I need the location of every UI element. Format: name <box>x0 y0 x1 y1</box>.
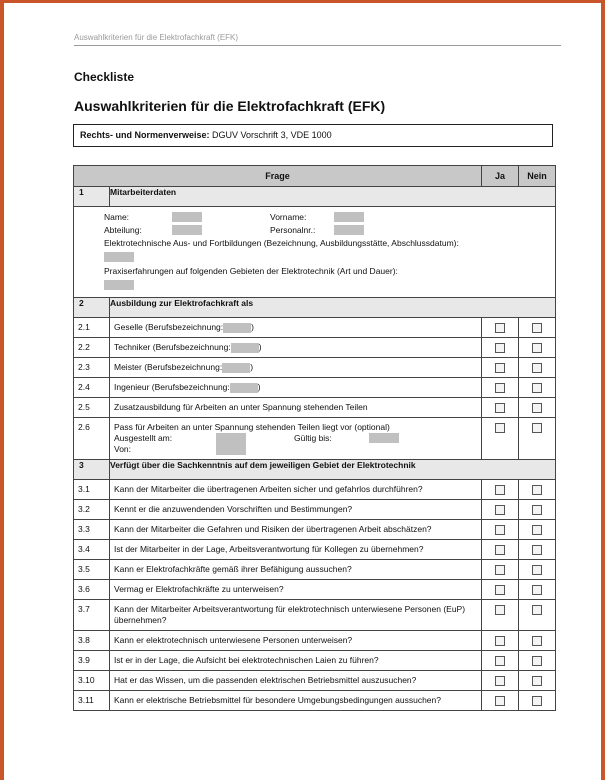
item-number: 2.6 <box>74 418 110 460</box>
section-number: 1 <box>74 187 110 207</box>
ja-checkbox[interactable] <box>495 565 505 575</box>
item-number: 3.9 <box>74 651 110 671</box>
personalnr-label: Personalnr.: <box>270 225 316 235</box>
document-type: Checkliste <box>74 70 135 84</box>
nein-checkbox[interactable] <box>532 676 542 686</box>
ja-cell <box>482 398 519 418</box>
item-close: ) <box>258 342 262 352</box>
nein-cell <box>519 378 556 398</box>
ja-checkbox[interactable] <box>495 525 505 535</box>
ja-cell <box>482 358 519 378</box>
table-row <box>74 631 556 651</box>
table-row <box>74 418 556 460</box>
berufsbezeichnung-field[interactable] <box>231 343 259 353</box>
nein-checkbox[interactable] <box>532 323 542 333</box>
table-row <box>74 480 556 500</box>
item-text <box>110 378 482 398</box>
nein-cell <box>519 318 556 338</box>
ja-checkbox[interactable] <box>495 423 505 433</box>
section-number: 2 <box>74 298 110 318</box>
item-close: ) <box>250 362 254 372</box>
ja-checkbox[interactable] <box>495 505 505 515</box>
table-row <box>74 540 556 560</box>
nein-checkbox[interactable] <box>532 423 542 433</box>
section-header <box>74 187 556 207</box>
nein-cell <box>519 540 556 560</box>
ja-cell <box>482 671 519 691</box>
name-field[interactable] <box>172 212 202 222</box>
personalnr-field[interactable] <box>334 225 364 235</box>
item-close: ) <box>257 382 261 392</box>
item-number: 3.11 <box>74 691 110 711</box>
item-text: Kann er elektrische Betriebsmittel für besondere Umgebungsbedingungen aussuchen? <box>110 691 482 711</box>
nein-cell <box>519 580 556 600</box>
vorname-label: Vorname: <box>270 212 307 222</box>
item-label: Geselle (Berufsbezeichnung: <box>114 322 224 332</box>
item-label: Meister (Berufsbezeichnung: <box>114 362 223 372</box>
table-row <box>74 500 556 520</box>
item-text: Kennt er die anzuwendenden Vorschriften und Bestimmungen? <box>110 500 482 520</box>
item-text <box>110 318 482 338</box>
ja-cell <box>482 691 519 711</box>
ja-checkbox[interactable] <box>495 403 505 413</box>
ja-checkbox[interactable] <box>495 383 505 393</box>
ja-cell <box>482 500 519 520</box>
table-row <box>74 580 556 600</box>
item-number: 3.2 <box>74 500 110 520</box>
ja-checkbox[interactable] <box>495 636 505 646</box>
item-text: Hat er das Wissen, um die passenden elektrischen Betriebsmittel auszusuchen? <box>110 671 482 691</box>
column-header-nein: Nein <box>519 166 556 187</box>
item-text: Kann der Mitarbeiter die übertragenen Arbeiten sicher und gefahrlos durchführen? <box>110 480 482 500</box>
nein-checkbox[interactable] <box>532 545 542 555</box>
checklist-table <box>73 165 556 711</box>
ja-cell <box>482 560 519 580</box>
ja-checkbox[interactable] <box>495 585 505 595</box>
ja-cell <box>482 600 519 631</box>
vorname-field[interactable] <box>334 212 364 222</box>
item-text: Kann der Mitarbeiter die Gefahren und Risiken der übertragenen Arbeit abschätzen? <box>110 520 482 540</box>
section-title: Mitarbeiterdaten <box>110 187 556 207</box>
abteilung-field[interactable] <box>172 225 202 235</box>
nein-cell <box>519 338 556 358</box>
item-number: 3.1 <box>74 480 110 500</box>
ja-checkbox[interactable] <box>495 656 505 666</box>
nein-checkbox[interactable] <box>532 505 542 515</box>
nein-cell <box>519 691 556 711</box>
column-header-ja: Ja <box>482 166 519 187</box>
item-label: Ingenieur (Berufsbezeichnung: <box>114 382 230 392</box>
item-number: 2.2 <box>74 338 110 358</box>
section-title: Verfügt über die Sachkenntnis auf dem jeweiligen Gebiet der Elektrotechnik <box>110 460 556 480</box>
references-label: Rechts- und Normenverweise: <box>80 130 210 140</box>
nein-cell <box>519 480 556 500</box>
table-row <box>74 560 556 580</box>
nein-checkbox[interactable] <box>532 605 542 615</box>
nein-cell <box>519 398 556 418</box>
document-page <box>4 3 601 780</box>
nein-cell <box>519 631 556 651</box>
ja-checkbox[interactable] <box>495 696 505 706</box>
table-row <box>74 651 556 671</box>
ja-cell <box>482 318 519 338</box>
nein-checkbox[interactable] <box>532 485 542 495</box>
item-text: Vermag er Elektrofachkräfte zu unterweisen? <box>110 580 482 600</box>
ja-cell <box>482 580 519 600</box>
table-row <box>74 520 556 540</box>
table-row <box>74 600 556 631</box>
employee-data-row <box>74 207 556 298</box>
nein-checkbox[interactable] <box>532 383 542 393</box>
ja-checkbox[interactable] <box>495 323 505 333</box>
ja-cell <box>482 631 519 651</box>
table-row <box>74 691 556 711</box>
item-text <box>110 358 482 378</box>
table-row <box>74 318 556 338</box>
gueltig-label: Gültig bis: <box>294 433 332 443</box>
nein-cell <box>519 520 556 540</box>
references-box <box>73 124 553 147</box>
nein-cell <box>519 651 556 671</box>
nein-cell <box>519 358 556 378</box>
ausgestellt-label: Ausgestellt am: <box>114 433 173 443</box>
nein-checkbox[interactable] <box>532 585 542 595</box>
ja-cell <box>482 480 519 500</box>
references-value: DGUV Vorschrift 3, VDE 1000 <box>209 130 332 140</box>
item-number: 3.10 <box>74 671 110 691</box>
employee-data-block <box>74 207 556 298</box>
nein-cell <box>519 671 556 691</box>
gueltig-field[interactable] <box>369 433 399 443</box>
praxis-label: Praxiserfahrungen auf folgenden Gebieten der Elektrotechnik (Art und Dauer): <box>104 266 398 276</box>
item-text: Kann er elektrotechnisch unterwiesene Personen unterweisen? <box>110 631 482 651</box>
nein-checkbox[interactable] <box>532 656 542 666</box>
nein-cell <box>519 560 556 580</box>
item-number: 2.1 <box>74 318 110 338</box>
table-header-row <box>74 166 556 187</box>
nein-checkbox[interactable] <box>532 696 542 706</box>
section-header <box>74 298 556 318</box>
document-title: Auswahlkriterien für die Elektrofachkraft (EFK) <box>74 98 386 114</box>
item-number: 2.5 <box>74 398 110 418</box>
item-number: 3.4 <box>74 540 110 560</box>
item-label: Techniker (Berufsbezeichnung: <box>114 342 231 352</box>
nein-cell <box>519 418 556 460</box>
section-title: Ausbildung zur Elektrofachkraft als <box>110 298 556 318</box>
berufsbezeichnung-field[interactable] <box>230 383 258 393</box>
ja-cell <box>482 378 519 398</box>
ja-checkbox[interactable] <box>495 605 505 615</box>
item-number: 3.6 <box>74 580 110 600</box>
ja-checkbox[interactable] <box>495 485 505 495</box>
item-text: Ist er in der Lage, die Aufsicht bei elektrotechnischen Laien zu führen? <box>110 651 482 671</box>
name-label: Name: <box>104 212 130 222</box>
item-label: Pass für Arbeiten an unter Spannung stehenden Teilen liegt vor (optional) <box>114 422 390 432</box>
item-text: Kann er Elektrofachkräfte gemäß ihrer Befähigung aussuchen? <box>110 560 482 580</box>
praxis-field[interactable] <box>104 280 134 290</box>
item-text: Ist der Mitarbeiter in der Lage, Arbeitsverantwortung für Kollegen zu übernehmen? <box>110 540 482 560</box>
item-number: 2.4 <box>74 378 110 398</box>
table-row <box>74 358 556 378</box>
item-number: 3.7 <box>74 600 110 631</box>
nein-cell <box>519 500 556 520</box>
ja-cell <box>482 338 519 358</box>
ja-cell <box>482 520 519 540</box>
nein-checkbox[interactable] <box>532 636 542 646</box>
nein-cell <box>519 600 556 631</box>
table-row <box>74 378 556 398</box>
ausbildung-label: Elektrotechnische Aus- und Fortbildungen (Bezeichnung, Ausbildungsstätte, Abschlussdatum): <box>104 238 459 248</box>
item-number: 3.8 <box>74 631 110 651</box>
column-header-frage: Frage <box>74 166 482 187</box>
nein-checkbox[interactable] <box>532 363 542 373</box>
ja-checkbox[interactable] <box>495 545 505 555</box>
item-number: 3.3 <box>74 520 110 540</box>
item-number: 2.3 <box>74 358 110 378</box>
page-header: Auswahlkriterien für die Elektrofachkraft (EFK) <box>74 33 561 46</box>
nein-checkbox[interactable] <box>532 565 542 575</box>
item-text: Kann der Mitarbeiter Arbeitsverantwortung für elektrotechnisch unterwiesene Personen (EuP) übernehmen? <box>110 600 482 631</box>
nein-checkbox[interactable] <box>532 403 542 413</box>
ja-checkbox[interactable] <box>495 363 505 373</box>
item-number: 3.5 <box>74 560 110 580</box>
ja-checkbox[interactable] <box>495 343 505 353</box>
ausbildung-field[interactable] <box>104 252 134 262</box>
section-header <box>74 460 556 480</box>
ja-cell <box>482 651 519 671</box>
berufsbezeichnung-field[interactable] <box>223 323 251 333</box>
ja-checkbox[interactable] <box>495 676 505 686</box>
von-label: Von: <box>114 444 132 454</box>
table-row <box>74 398 556 418</box>
item-text <box>110 338 482 358</box>
section-number: 3 <box>74 460 110 480</box>
item-text <box>110 418 482 460</box>
table-row <box>74 338 556 358</box>
ja-cell <box>482 540 519 560</box>
nein-checkbox[interactable] <box>532 343 542 353</box>
item-text: Zusatzausbildung für Arbeiten an unter Spannung stehenden Teilen <box>110 398 482 418</box>
ausgestellt-field[interactable] <box>216 433 246 455</box>
berufsbezeichnung-field[interactable] <box>222 363 250 373</box>
nein-checkbox[interactable] <box>532 525 542 535</box>
ja-cell <box>482 418 519 460</box>
item-close: ) <box>251 322 254 332</box>
table-row <box>74 671 556 691</box>
abteilung-label: Abteilung: <box>104 225 142 235</box>
